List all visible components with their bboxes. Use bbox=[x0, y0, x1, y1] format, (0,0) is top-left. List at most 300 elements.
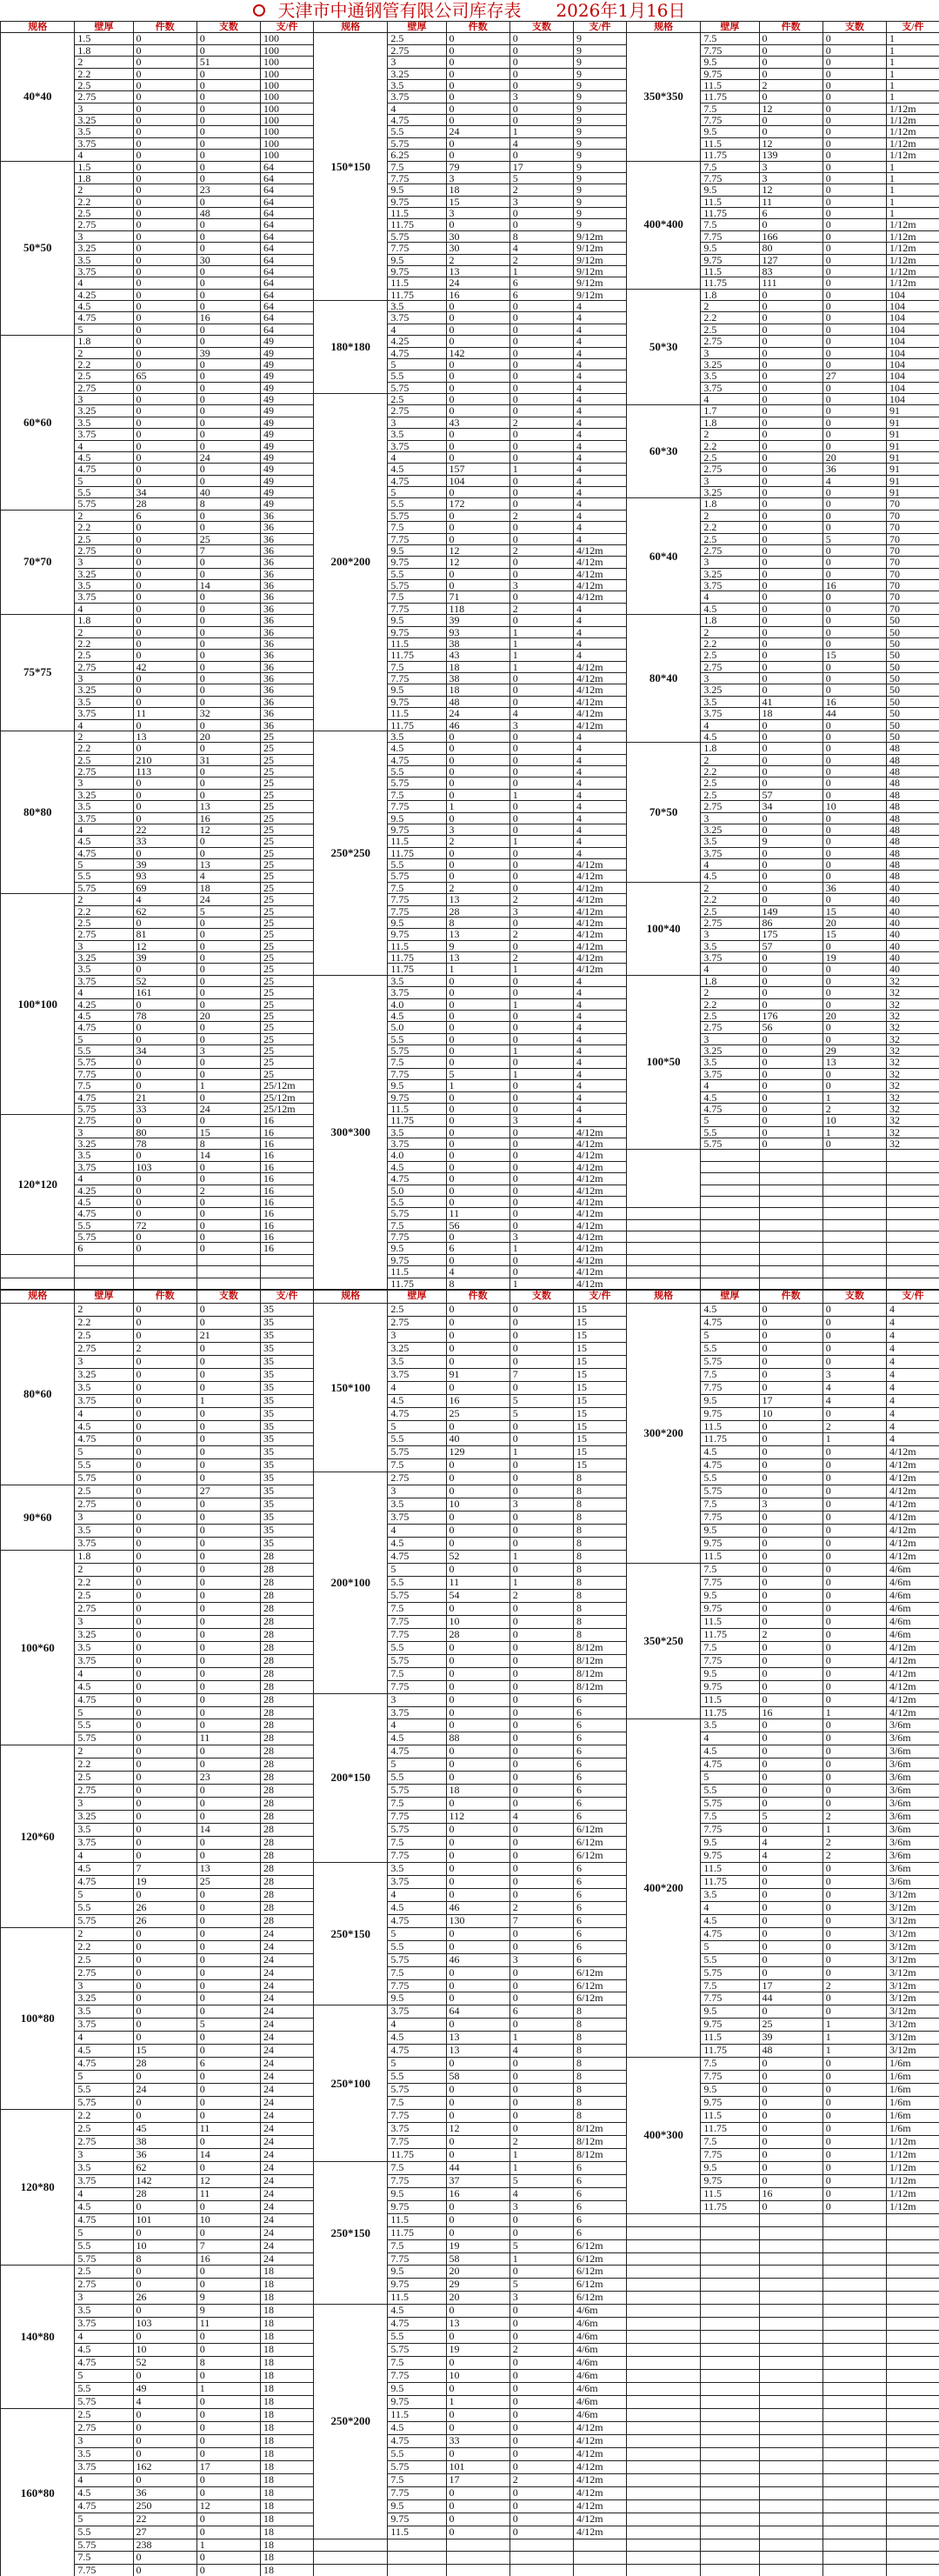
per-piece-cell: 3/6m bbox=[886, 1862, 939, 1875]
per-piece-cell: 36 bbox=[260, 522, 313, 533]
pieces-cell: 0 bbox=[446, 2200, 509, 2213]
count-cell: 24 bbox=[196, 1103, 260, 1114]
thickness-cell: 3 bbox=[388, 1485, 446, 1498]
per-piece-cell: 1/12m bbox=[886, 254, 939, 265]
pieces-cell: 0 bbox=[759, 358, 822, 370]
pieces-cell: 12 bbox=[759, 184, 822, 196]
pieces-cell: 0 bbox=[446, 2305, 509, 2318]
per-piece-cell: 6 bbox=[573, 1732, 626, 1745]
per-piece-cell: 9 bbox=[573, 219, 626, 230]
pieces-cell: 6 bbox=[759, 208, 822, 219]
empty-cell bbox=[701, 2331, 759, 2344]
empty-cell bbox=[626, 2526, 700, 2539]
thickness-cell: 2.75 bbox=[75, 661, 133, 672]
pieces-cell: 11 bbox=[759, 196, 822, 207]
spec-cell: 250*150 bbox=[313, 2161, 387, 2304]
per-piece-cell: 1/12m bbox=[886, 115, 939, 126]
table-row bbox=[1, 708, 939, 719]
empty-cell bbox=[759, 1231, 822, 1243]
thickness-cell: 5.75 bbox=[388, 1208, 446, 1219]
per-piece-cell: 4 bbox=[573, 1045, 626, 1057]
per-piece-cell: 3/6m bbox=[886, 1772, 939, 1785]
table-row bbox=[1, 2279, 939, 2292]
thickness-cell: 5 bbox=[75, 2513, 133, 2526]
count-cell: 0 bbox=[196, 661, 260, 672]
count-cell: 0 bbox=[822, 289, 886, 300]
per-piece-cell: 4/12m bbox=[573, 568, 626, 579]
per-piece-cell: 18 bbox=[260, 2292, 313, 2305]
count-cell: 17 bbox=[196, 2460, 260, 2473]
pieces-cell: 0 bbox=[133, 2552, 196, 2565]
empty-cell bbox=[626, 2408, 700, 2421]
pieces-cell: 0 bbox=[133, 801, 196, 812]
spec-cell: 100*60 bbox=[1, 1551, 75, 1745]
count-cell: 0 bbox=[822, 1953, 886, 1966]
per-piece-cell: 16 bbox=[260, 1219, 313, 1231]
pieces-cell: 0 bbox=[446, 1927, 509, 1940]
thickness-cell: 2.5 bbox=[75, 1772, 133, 1785]
count-cell: 1 bbox=[509, 1551, 573, 1564]
empty-cell bbox=[822, 2539, 886, 2552]
pieces-cell: 19 bbox=[446, 2239, 509, 2252]
per-piece-cell: 24 bbox=[260, 2110, 313, 2123]
thickness-cell: 2.5 bbox=[75, 370, 133, 382]
thickness-cell: 9.5 bbox=[701, 126, 759, 137]
table-row bbox=[1, 1589, 939, 1602]
empty-cell bbox=[822, 2473, 886, 2486]
per-piece-cell: 8 bbox=[573, 2032, 626, 2045]
count-cell: 0 bbox=[509, 1173, 573, 1185]
pieces-cell: 0 bbox=[133, 2305, 196, 2318]
per-piece-cell: 1/12m bbox=[886, 2187, 939, 2200]
thickness-cell: 3 bbox=[75, 230, 133, 242]
pieces-cell: 0 bbox=[133, 1407, 196, 1420]
empty-cell bbox=[446, 2565, 509, 2576]
thickness-cell: 2.75 bbox=[701, 336, 759, 347]
count-cell: 0 bbox=[196, 1837, 260, 1850]
pieces-cell: 0 bbox=[133, 1538, 196, 1551]
thickness-cell: 7.75 bbox=[388, 1615, 446, 1628]
thickness-cell: 5.5 bbox=[75, 1719, 133, 1732]
per-piece-cell: 1 bbox=[886, 33, 939, 44]
per-piece-cell: 36 bbox=[260, 544, 313, 556]
pieces-cell bbox=[759, 1161, 822, 1172]
count-cell: 2 bbox=[509, 544, 573, 556]
table-row bbox=[1, 451, 939, 463]
thickness-cell: 7.75 bbox=[75, 2565, 133, 2576]
pieces-cell: 52 bbox=[133, 975, 196, 986]
pieces-cell: 16 bbox=[446, 2187, 509, 2200]
count-cell: 0 bbox=[509, 1381, 573, 1394]
thickness-cell: 7.5 bbox=[388, 2473, 446, 2486]
thickness-cell: 2.2 bbox=[701, 440, 759, 451]
thickness-cell: 3.5 bbox=[388, 1498, 446, 1512]
count-cell: 0 bbox=[822, 812, 886, 824]
count-cell: 0 bbox=[822, 1772, 886, 1785]
spec-cell: 400*200 bbox=[626, 1719, 700, 2058]
table-row bbox=[1, 1243, 939, 1254]
count-cell: 2 bbox=[509, 254, 573, 265]
per-piece-cell: 24 bbox=[260, 2005, 313, 2019]
count-cell: 1 bbox=[822, 2045, 886, 2058]
thickness-cell: 7.5 bbox=[388, 1219, 446, 1231]
count-cell: 0 bbox=[196, 2084, 260, 2097]
count-cell: 0 bbox=[822, 2174, 886, 2187]
table-row bbox=[1, 1576, 939, 1589]
thickness-cell: 1.8 bbox=[701, 498, 759, 510]
empty-cell bbox=[886, 1278, 939, 1289]
pieces-cell: 0 bbox=[133, 1992, 196, 2005]
per-piece-cell: 35 bbox=[260, 1512, 313, 1525]
per-piece-cell: 64 bbox=[260, 265, 313, 277]
pieces-cell: 0 bbox=[446, 1706, 509, 1719]
per-piece-cell: 48 bbox=[886, 836, 939, 847]
pieces-cell: 54 bbox=[446, 1589, 509, 1602]
table-row bbox=[1, 1080, 939, 1091]
count-cell: 0 bbox=[196, 1589, 260, 1602]
per-piece-cell: 3/6m bbox=[886, 1811, 939, 1824]
pieces-cell: 10 bbox=[446, 1498, 509, 1512]
thickness-cell: 4.75 bbox=[701, 1103, 759, 1114]
table-row bbox=[1, 1303, 939, 1316]
thickness-cell: 3.75 bbox=[75, 1394, 133, 1407]
per-piece-cell: 3/12m bbox=[886, 1940, 939, 1953]
empty-cell bbox=[822, 2292, 886, 2305]
per-piece-cell: 24 bbox=[260, 2148, 313, 2161]
count-cell: 0 bbox=[196, 243, 260, 254]
pieces-cell: 16 bbox=[446, 289, 509, 300]
table-row bbox=[1, 615, 939, 626]
count-cell: 0 bbox=[196, 1966, 260, 1979]
empty-cell bbox=[886, 2370, 939, 2383]
thickness-cell: 3.5 bbox=[75, 801, 133, 812]
empty-cell bbox=[822, 2344, 886, 2357]
count-cell: 0 bbox=[196, 975, 260, 986]
empty-cell bbox=[886, 2305, 939, 2318]
pieces-cell: 0 bbox=[133, 440, 196, 451]
thickness-cell: 5.5 bbox=[388, 498, 446, 510]
count-cell: 0 bbox=[196, 1979, 260, 1992]
per-piece-cell: 6 bbox=[573, 1785, 626, 1798]
per-piece-cell: 8/12m bbox=[573, 1680, 626, 1693]
per-piece-cell: 6/12m bbox=[573, 2266, 626, 2279]
count-cell: 3 bbox=[509, 1953, 573, 1966]
per-piece-cell: 16 bbox=[260, 1126, 313, 1138]
pieces-cell: 0 bbox=[446, 987, 509, 998]
thickness-cell: 7.75 bbox=[388, 1628, 446, 1641]
thickness-cell: 3.5 bbox=[75, 964, 133, 975]
pieces-cell: 0 bbox=[446, 2421, 509, 2434]
per-piece-cell: 104 bbox=[886, 347, 939, 358]
count-cell: 0 bbox=[822, 1033, 886, 1044]
count-cell: 0 bbox=[509, 1254, 573, 1265]
pieces-cell: 0 bbox=[133, 1525, 196, 1538]
pieces-cell: 19 bbox=[446, 2344, 509, 2357]
table-row bbox=[1, 1927, 939, 1940]
pieces-cell bbox=[759, 1196, 822, 1207]
per-piece-cell: 4 bbox=[573, 1022, 626, 1033]
table-row bbox=[1, 2123, 939, 2136]
thickness-cell: 4 bbox=[75, 277, 133, 289]
per-piece-cell: 36 bbox=[260, 661, 313, 672]
pieces-cell: 0 bbox=[759, 91, 822, 103]
empty-cell bbox=[759, 2226, 822, 2239]
empty-cell bbox=[886, 2396, 939, 2409]
per-piece-cell: 6/12m bbox=[573, 1849, 626, 1862]
per-piece-cell: 6 bbox=[573, 1914, 626, 1927]
thickness-cell: 2.2 bbox=[75, 637, 133, 649]
pieces-cell: 0 bbox=[133, 1381, 196, 1394]
per-piece-cell: 28 bbox=[260, 1654, 313, 1667]
per-piece-cell: 4 bbox=[573, 603, 626, 614]
pieces-cell: 0 bbox=[759, 766, 822, 777]
pieces-cell: 1 bbox=[446, 1080, 509, 1091]
per-piece-cell: 24 bbox=[260, 2174, 313, 2187]
count-cell: 0 bbox=[822, 1316, 886, 1329]
thickness-cell: 4.75 bbox=[75, 312, 133, 324]
per-piece-cell: 100 bbox=[260, 33, 313, 44]
thickness-cell: 4.75 bbox=[75, 1693, 133, 1706]
table-row bbox=[1, 2252, 939, 2266]
empty-cell bbox=[886, 2279, 939, 2292]
table-row bbox=[1, 2187, 939, 2200]
per-piece-cell: 49 bbox=[260, 394, 313, 405]
per-piece-cell: 4/12m bbox=[573, 2526, 626, 2539]
per-piece-cell: 64 bbox=[260, 172, 313, 184]
count-cell: 0 bbox=[822, 859, 886, 871]
pieces-cell: 0 bbox=[446, 1420, 509, 1433]
table-row bbox=[1, 137, 939, 149]
per-piece-cell: 25/12m bbox=[260, 1091, 313, 1103]
thickness-cell: 11.5 bbox=[701, 1420, 759, 1433]
per-piece-cell: 25 bbox=[260, 987, 313, 998]
table-row bbox=[1, 2019, 939, 2032]
thickness-cell: 5.75 bbox=[701, 1485, 759, 1498]
per-piece-cell: 48 bbox=[886, 871, 939, 882]
pieces-cell: 161 bbox=[133, 987, 196, 998]
thickness-cell: 5.5 bbox=[388, 370, 446, 382]
per-piece-cell: 104 bbox=[886, 358, 939, 370]
table-row bbox=[1, 336, 939, 347]
pieces-cell: 0 bbox=[133, 1080, 196, 1091]
count-cell: 0 bbox=[509, 33, 573, 44]
thickness-cell: 9.75 bbox=[388, 824, 446, 835]
per-piece-cell: 4/12m bbox=[573, 1231, 626, 1243]
thickness-cell: 3.75 bbox=[75, 2460, 133, 2473]
pieces-cell: 0 bbox=[446, 754, 509, 765]
pieces-cell: 0 bbox=[133, 1231, 196, 1243]
thickness-cell: 3.5 bbox=[75, 696, 133, 707]
count-cell: 0 bbox=[822, 394, 886, 405]
empty-cell bbox=[886, 2252, 939, 2266]
pieces-cell: 38 bbox=[446, 637, 509, 649]
per-piece-cell: 28 bbox=[260, 1693, 313, 1706]
thickness-cell: 2 bbox=[701, 301, 759, 312]
count-cell: 0 bbox=[509, 847, 573, 858]
per-piece-cell: 35 bbox=[260, 1394, 313, 1407]
count-cell: 0 bbox=[822, 126, 886, 137]
pieces-cell: 0 bbox=[759, 533, 822, 544]
per-piece-cell: 4 bbox=[573, 801, 626, 812]
pieces-cell: 0 bbox=[446, 1115, 509, 1126]
count-cell: 0 bbox=[822, 568, 886, 579]
per-piece-cell: 4 bbox=[573, 394, 626, 405]
count-cell: 9 bbox=[196, 2305, 260, 2318]
count-cell: 0 bbox=[509, 1758, 573, 1772]
count-cell: 0 bbox=[196, 1901, 260, 1914]
thickness-cell: 3.75 bbox=[75, 812, 133, 824]
thickness-cell: 3 bbox=[388, 1329, 446, 1342]
table-row bbox=[1, 1564, 939, 1577]
table-row bbox=[1, 1045, 939, 1057]
thickness-cell: 3.75 bbox=[701, 1068, 759, 1079]
count-cell: 1 bbox=[509, 1045, 573, 1057]
empty-cell bbox=[626, 2486, 700, 2499]
count-cell: 0 bbox=[509, 2434, 573, 2447]
thickness-cell: 5.75 bbox=[388, 1824, 446, 1837]
thickness-cell: 3.5 bbox=[388, 1126, 446, 1138]
count-cell: 0 bbox=[822, 1927, 886, 1940]
per-piece-cell: 4 bbox=[573, 1033, 626, 1044]
pieces-cell: 0 bbox=[759, 580, 822, 591]
per-piece-cell: 1/6m bbox=[886, 2058, 939, 2071]
count-cell: 0 bbox=[196, 230, 260, 242]
count-cell: 0 bbox=[509, 2305, 573, 2318]
pieces-cell: 0 bbox=[759, 1953, 822, 1966]
empty-cell bbox=[75, 1278, 133, 1289]
count-cell: 5 bbox=[509, 2239, 573, 2252]
spec-cell: 60*60 bbox=[1, 336, 75, 511]
thickness-cell: 11.75 bbox=[388, 1115, 446, 1126]
count-cell: 0 bbox=[196, 2071, 260, 2084]
thickness-cell: 5 bbox=[388, 1758, 446, 1772]
thickness-cell: 11.75 bbox=[388, 219, 446, 230]
pieces-cell: 0 bbox=[759, 1512, 822, 1525]
pieces-cell: 0 bbox=[446, 859, 509, 871]
pieces-cell: 0 bbox=[133, 1150, 196, 1161]
header-row bbox=[1, 1291, 939, 1304]
count-cell: 0 bbox=[196, 336, 260, 347]
pieces-cell: 0 bbox=[446, 1966, 509, 1979]
pieces-cell: 0 bbox=[759, 1115, 822, 1126]
count-cell: 0 bbox=[196, 2135, 260, 2148]
pieces-cell: 88 bbox=[446, 1732, 509, 1745]
thickness-cell: 7.5 bbox=[388, 1057, 446, 1068]
per-piece-cell: 25 bbox=[260, 1068, 313, 1079]
empty-cell bbox=[701, 2460, 759, 2473]
count-cell: 0 bbox=[196, 522, 260, 533]
thickness-cell: 4 bbox=[701, 591, 759, 603]
thickness-cell: 5.5 bbox=[388, 2447, 446, 2460]
pieces-cell: 0 bbox=[133, 1057, 196, 1068]
per-piece-cell: 15 bbox=[573, 1394, 626, 1407]
thickness-cell: 4.5 bbox=[75, 2045, 133, 2058]
thickness-cell: 2.2 bbox=[701, 894, 759, 905]
table-row bbox=[1, 1979, 939, 1992]
thickness-cell: 3.75 bbox=[75, 2174, 133, 2187]
table-row bbox=[1, 1953, 939, 1966]
count-cell: 2 bbox=[822, 1103, 886, 1114]
count-cell: 0 bbox=[822, 1303, 886, 1316]
per-piece-cell: 24 bbox=[260, 2213, 313, 2226]
column-header: 支数 bbox=[509, 22, 573, 33]
thickness-cell: 7.5 bbox=[388, 2097, 446, 2110]
thickness-cell: 5.5 bbox=[388, 1576, 446, 1589]
per-piece-cell: 36 bbox=[260, 684, 313, 696]
spec-cell: 250*150 bbox=[313, 1862, 387, 2005]
count-cell: 0 bbox=[509, 336, 573, 347]
count-cell: 0 bbox=[196, 1219, 260, 1231]
count-cell: 0 bbox=[509, 1849, 573, 1862]
thickness-cell: 9.75 bbox=[388, 557, 446, 568]
thickness-cell: 3.75 bbox=[75, 1161, 133, 1172]
table-row bbox=[1, 1485, 939, 1498]
thickness-cell: 3.75 bbox=[388, 987, 446, 998]
thickness-cell: 9.5 bbox=[701, 2005, 759, 2019]
count-cell: 0 bbox=[509, 2513, 573, 2526]
count-cell: 0 bbox=[196, 2331, 260, 2344]
thickness-cell: 4 bbox=[388, 1888, 446, 1901]
empty-cell bbox=[701, 2565, 759, 2576]
per-piece-cell: 100 bbox=[260, 91, 313, 103]
pieces-cell: 62 bbox=[133, 905, 196, 917]
thickness-cell: 5.5 bbox=[388, 1772, 446, 1785]
count-cell: 0 bbox=[196, 2344, 260, 2357]
thickness-cell: 11.75 bbox=[388, 650, 446, 661]
count-cell: 0 bbox=[196, 2266, 260, 2279]
per-piece-cell: 8 bbox=[573, 1512, 626, 1525]
per-piece-cell: 4/12m bbox=[573, 1161, 626, 1172]
per-piece-cell: 4/12m bbox=[573, 1126, 626, 1138]
count-cell: 1 bbox=[509, 126, 573, 137]
per-piece-cell: 49 bbox=[260, 429, 313, 440]
pieces-cell: 0 bbox=[133, 2565, 196, 2576]
thickness-cell: 4.5 bbox=[75, 2200, 133, 2213]
table-row bbox=[1, 2161, 939, 2174]
thickness-cell: 3.25 bbox=[701, 1045, 759, 1057]
per-piece-cell: 4 bbox=[573, 382, 626, 393]
table-row bbox=[1, 347, 939, 358]
table-row bbox=[1, 2032, 939, 2045]
spec-cell: 300*300 bbox=[313, 975, 387, 1289]
count-cell: 25 bbox=[196, 533, 260, 544]
per-piece-cell: 64 bbox=[260, 324, 313, 335]
pieces-cell: 0 bbox=[446, 871, 509, 882]
thickness-cell: 7.75 bbox=[388, 243, 446, 254]
count-cell: 1 bbox=[509, 637, 573, 649]
count-cell: 0 bbox=[509, 1785, 573, 1798]
per-piece-cell: 1 bbox=[886, 161, 939, 172]
per-piece-cell: 4/12m bbox=[886, 1551, 939, 1564]
table-row bbox=[1, 2539, 939, 2552]
pieces-cell: 0 bbox=[759, 1576, 822, 1589]
per-piece-cell: 6 bbox=[573, 1758, 626, 1772]
empty-cell bbox=[701, 2357, 759, 2370]
thickness-cell: 3.75 bbox=[701, 952, 759, 964]
empty-cell bbox=[822, 1231, 886, 1243]
pieces-cell: 0 bbox=[446, 1150, 509, 1161]
per-piece-cell: 70 bbox=[886, 557, 939, 568]
count-cell: 10 bbox=[196, 2213, 260, 2226]
count-cell: 0 bbox=[196, 219, 260, 230]
empty-cell bbox=[701, 2252, 759, 2266]
thickness-cell: 4 bbox=[75, 987, 133, 998]
per-piece-cell: 9 bbox=[573, 68, 626, 79]
pieces-cell: 130 bbox=[446, 1914, 509, 1927]
count-cell: 0 bbox=[196, 440, 260, 451]
pieces-cell: 0 bbox=[446, 68, 509, 79]
per-piece-cell: 48 bbox=[886, 824, 939, 835]
